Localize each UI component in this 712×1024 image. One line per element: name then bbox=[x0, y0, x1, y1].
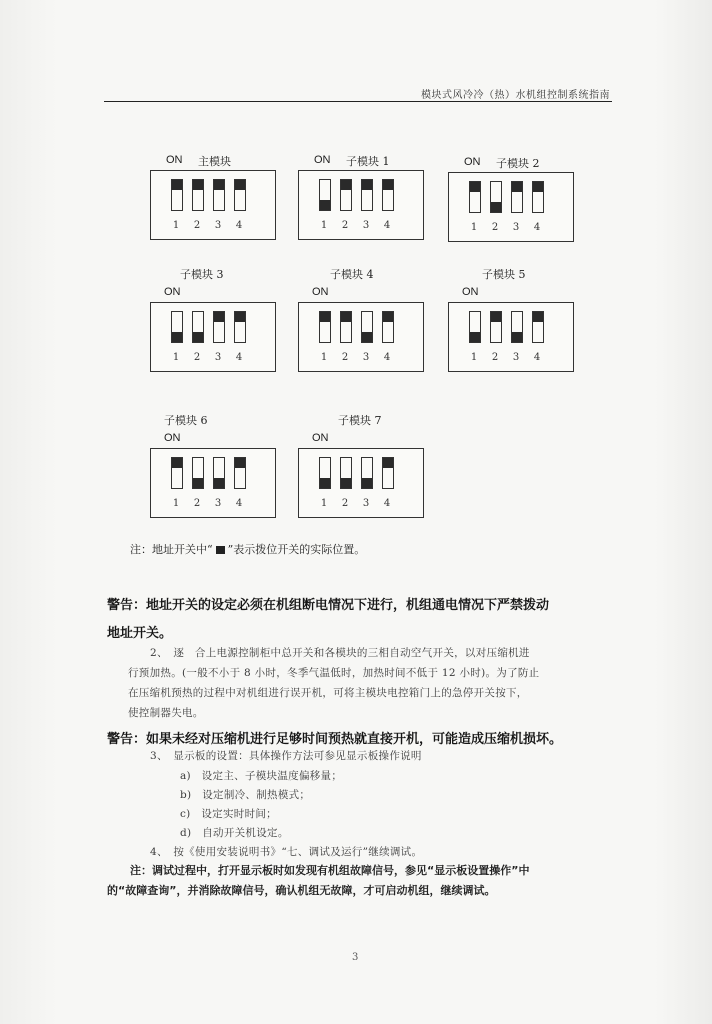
switch-knob-on bbox=[320, 312, 330, 322]
switch-4 bbox=[234, 457, 246, 489]
switch-number: 4 bbox=[235, 498, 243, 509]
switch-3 bbox=[361, 457, 373, 489]
switch-knob-off bbox=[362, 478, 372, 488]
dip-switch-box bbox=[448, 302, 574, 372]
switch-number: 3 bbox=[512, 352, 520, 363]
switch-1 bbox=[319, 311, 331, 343]
module-label: 主模块 bbox=[198, 155, 231, 168]
switch-1 bbox=[171, 179, 183, 211]
switch-number: 3 bbox=[512, 222, 520, 233]
dip-switch-box bbox=[150, 170, 276, 240]
step3-item-b: b) 设定制冷、制热模式； bbox=[180, 789, 311, 801]
switch-2 bbox=[340, 179, 352, 211]
switch-knob-off bbox=[193, 478, 203, 488]
switch-number: 1 bbox=[470, 222, 478, 233]
module-label: 子模块 3 bbox=[180, 268, 224, 281]
switch-number: 3 bbox=[362, 498, 370, 509]
switch-number: 1 bbox=[320, 498, 328, 509]
switch-knob-on bbox=[491, 312, 501, 322]
switch-3 bbox=[213, 457, 225, 489]
dip-switch-box bbox=[150, 448, 276, 518]
step3-title: 3、 显示板的设置：具体操作方法可参见显示板操作说明 bbox=[150, 750, 422, 762]
page-number: 3 bbox=[352, 952, 359, 963]
module-label: 子模块 1 bbox=[346, 155, 390, 168]
switch-3 bbox=[213, 311, 225, 343]
on-label: ON bbox=[164, 432, 181, 444]
switch-knob-on bbox=[172, 458, 182, 468]
switch-3 bbox=[511, 181, 523, 213]
switch-knob-on bbox=[512, 182, 522, 192]
switch-number: 3 bbox=[362, 220, 370, 231]
switch-number: 4 bbox=[383, 498, 391, 509]
dip-switch-box bbox=[298, 448, 424, 518]
switch-knob-on bbox=[383, 180, 393, 190]
switch-1 bbox=[319, 179, 331, 211]
switch-3 bbox=[361, 179, 373, 211]
switch-knob-on bbox=[341, 180, 351, 190]
switch-knob-off bbox=[470, 332, 480, 342]
switch-number: 2 bbox=[341, 220, 349, 231]
switch-4 bbox=[532, 311, 544, 343]
dip-switch-box bbox=[298, 302, 424, 372]
switch-number: 4 bbox=[533, 352, 541, 363]
switch-4 bbox=[382, 457, 394, 489]
module-label: 子模块 4 bbox=[330, 268, 374, 281]
switch-knob-off bbox=[491, 202, 501, 212]
switch-3 bbox=[361, 311, 373, 343]
warning-2: 警告：如果未经对压缩机进行足够时间预热就直接开机，可能造成压缩机损坏。 bbox=[107, 732, 563, 747]
switch-number: 1 bbox=[470, 352, 478, 363]
on-label: ON bbox=[314, 154, 331, 166]
switch-knob-off bbox=[172, 332, 182, 342]
on-label: ON bbox=[312, 432, 329, 444]
switch-2 bbox=[340, 457, 352, 489]
switch-4 bbox=[532, 181, 544, 213]
switch-knob-on bbox=[193, 180, 203, 190]
on-label: ON bbox=[166, 154, 183, 166]
switch-number: 3 bbox=[214, 498, 222, 509]
switch-number: 3 bbox=[214, 220, 222, 231]
debug-note-line-1: 注：调试过程中，打开显示板时如发现有机组故障信号，参见“显示板设置操作”中 bbox=[130, 864, 530, 877]
note-text-after: ”表示拨位开关的实际位置。 bbox=[227, 543, 366, 556]
switch-knob-on bbox=[172, 180, 182, 190]
switch-1 bbox=[469, 181, 481, 213]
switch-number: 1 bbox=[320, 220, 328, 231]
switch-knob-on bbox=[235, 458, 245, 468]
switch-knob-on bbox=[470, 182, 480, 192]
switch-knob-off bbox=[341, 478, 351, 488]
switch-4 bbox=[382, 311, 394, 343]
on-label: ON bbox=[312, 286, 329, 298]
step3-item-a: a) 设定主、子模块温度偏移量； bbox=[180, 770, 343, 782]
switch-4 bbox=[382, 179, 394, 211]
switch-knob-off bbox=[193, 332, 203, 342]
switch-1 bbox=[319, 457, 331, 489]
switch-knob-off bbox=[214, 478, 224, 488]
switch-knob-on bbox=[214, 312, 224, 322]
warning-line-1: 警告：地址开关的设定必须在机组断电情况下进行，机组通电情况下严禁拨动 bbox=[107, 598, 550, 613]
switch-knob-off bbox=[512, 332, 522, 342]
switch-number: 2 bbox=[491, 352, 499, 363]
switch-4 bbox=[234, 179, 246, 211]
switch-3 bbox=[511, 311, 523, 343]
switch-knob-on bbox=[214, 180, 224, 190]
step2-line-3: 在压缩机预热的过程中对机组进行误开机，可将主模块电控箱门上的急停开关按下， bbox=[128, 687, 528, 699]
switch-knob-off bbox=[320, 478, 330, 488]
switch-number: 1 bbox=[172, 220, 180, 231]
step2-line-2: 行预加热。(一般不小于 8 小时，冬季气温低时，加热时间不低于 12 小时)。为了防止 bbox=[128, 667, 540, 679]
switch-knob-legend-icon bbox=[216, 546, 225, 554]
switch-knob-on bbox=[341, 312, 351, 322]
header-rule bbox=[104, 101, 612, 102]
switch-3 bbox=[213, 179, 225, 211]
switch-knob-on bbox=[362, 180, 372, 190]
module-label: 子模块 2 bbox=[496, 157, 540, 170]
switch-4 bbox=[234, 311, 246, 343]
switch-number: 2 bbox=[193, 352, 201, 363]
on-label: ON bbox=[164, 286, 181, 298]
dip-switch-box bbox=[448, 172, 574, 242]
note-text-before: 注：地址开关中“ bbox=[130, 543, 213, 556]
switch-2 bbox=[192, 457, 204, 489]
switch-number: 1 bbox=[172, 498, 180, 509]
step2-line-4: 使控制器失电。 bbox=[128, 707, 204, 719]
dip-switch-box bbox=[298, 170, 424, 240]
step3-item-c: c) 设定实时时间； bbox=[180, 808, 277, 820]
switch-2 bbox=[490, 311, 502, 343]
switch-number: 2 bbox=[193, 498, 201, 509]
switch-number: 2 bbox=[491, 222, 499, 233]
switch-number: 2 bbox=[341, 498, 349, 509]
switch-number: 4 bbox=[533, 222, 541, 233]
switch-knob-on bbox=[383, 312, 393, 322]
switch-knob-on bbox=[533, 312, 543, 322]
header-title: 模块式风冷冷（热）水机组控制系统指南 bbox=[421, 90, 610, 101]
warning-line-2: 地址开关。 bbox=[107, 626, 173, 641]
switch-knob-on bbox=[533, 182, 543, 192]
module-label: 子模块 5 bbox=[482, 268, 526, 281]
on-label: ON bbox=[464, 156, 481, 168]
step4: 4、 按《使用安装说明书》“七、调试及运行”继续调试。 bbox=[150, 846, 423, 858]
switch-1 bbox=[171, 457, 183, 489]
step2-line-1: 2、 逐 合上电源控制柜中总开关和各模块的三相自动空气开关，以对压缩机进 bbox=[150, 647, 530, 659]
switch-knob-off bbox=[362, 332, 372, 342]
switch-number: 4 bbox=[383, 220, 391, 231]
module-label: 子模块 6 bbox=[164, 414, 208, 427]
switch-2 bbox=[192, 179, 204, 211]
switch-number: 2 bbox=[341, 352, 349, 363]
switch-number: 4 bbox=[235, 352, 243, 363]
address-switch-note bbox=[130, 541, 365, 557]
switch-knob-on bbox=[235, 312, 245, 322]
switch-number: 1 bbox=[172, 352, 180, 363]
switch-1 bbox=[469, 311, 481, 343]
switch-number: 1 bbox=[320, 352, 328, 363]
step3-item-d: d) 自动开关机设定。 bbox=[180, 827, 289, 839]
debug-note-line-2: 的“故障查询”，并消除故障信号，确认机组无故障，才可启动机组，继续调试。 bbox=[107, 884, 496, 897]
switch-number: 4 bbox=[383, 352, 391, 363]
on-label: ON bbox=[462, 286, 479, 298]
switch-knob-off bbox=[320, 200, 330, 210]
switch-knob-on bbox=[235, 180, 245, 190]
switch-number: 4 bbox=[235, 220, 243, 231]
switch-number: 2 bbox=[193, 220, 201, 231]
switch-knob-on bbox=[383, 458, 393, 468]
switch-2 bbox=[192, 311, 204, 343]
switch-number: 3 bbox=[362, 352, 370, 363]
module-label: 子模块 7 bbox=[338, 414, 382, 427]
switch-2 bbox=[490, 181, 502, 213]
switch-1 bbox=[171, 311, 183, 343]
switch-2 bbox=[340, 311, 352, 343]
switch-number: 3 bbox=[214, 352, 222, 363]
dip-switch-box bbox=[150, 302, 276, 372]
